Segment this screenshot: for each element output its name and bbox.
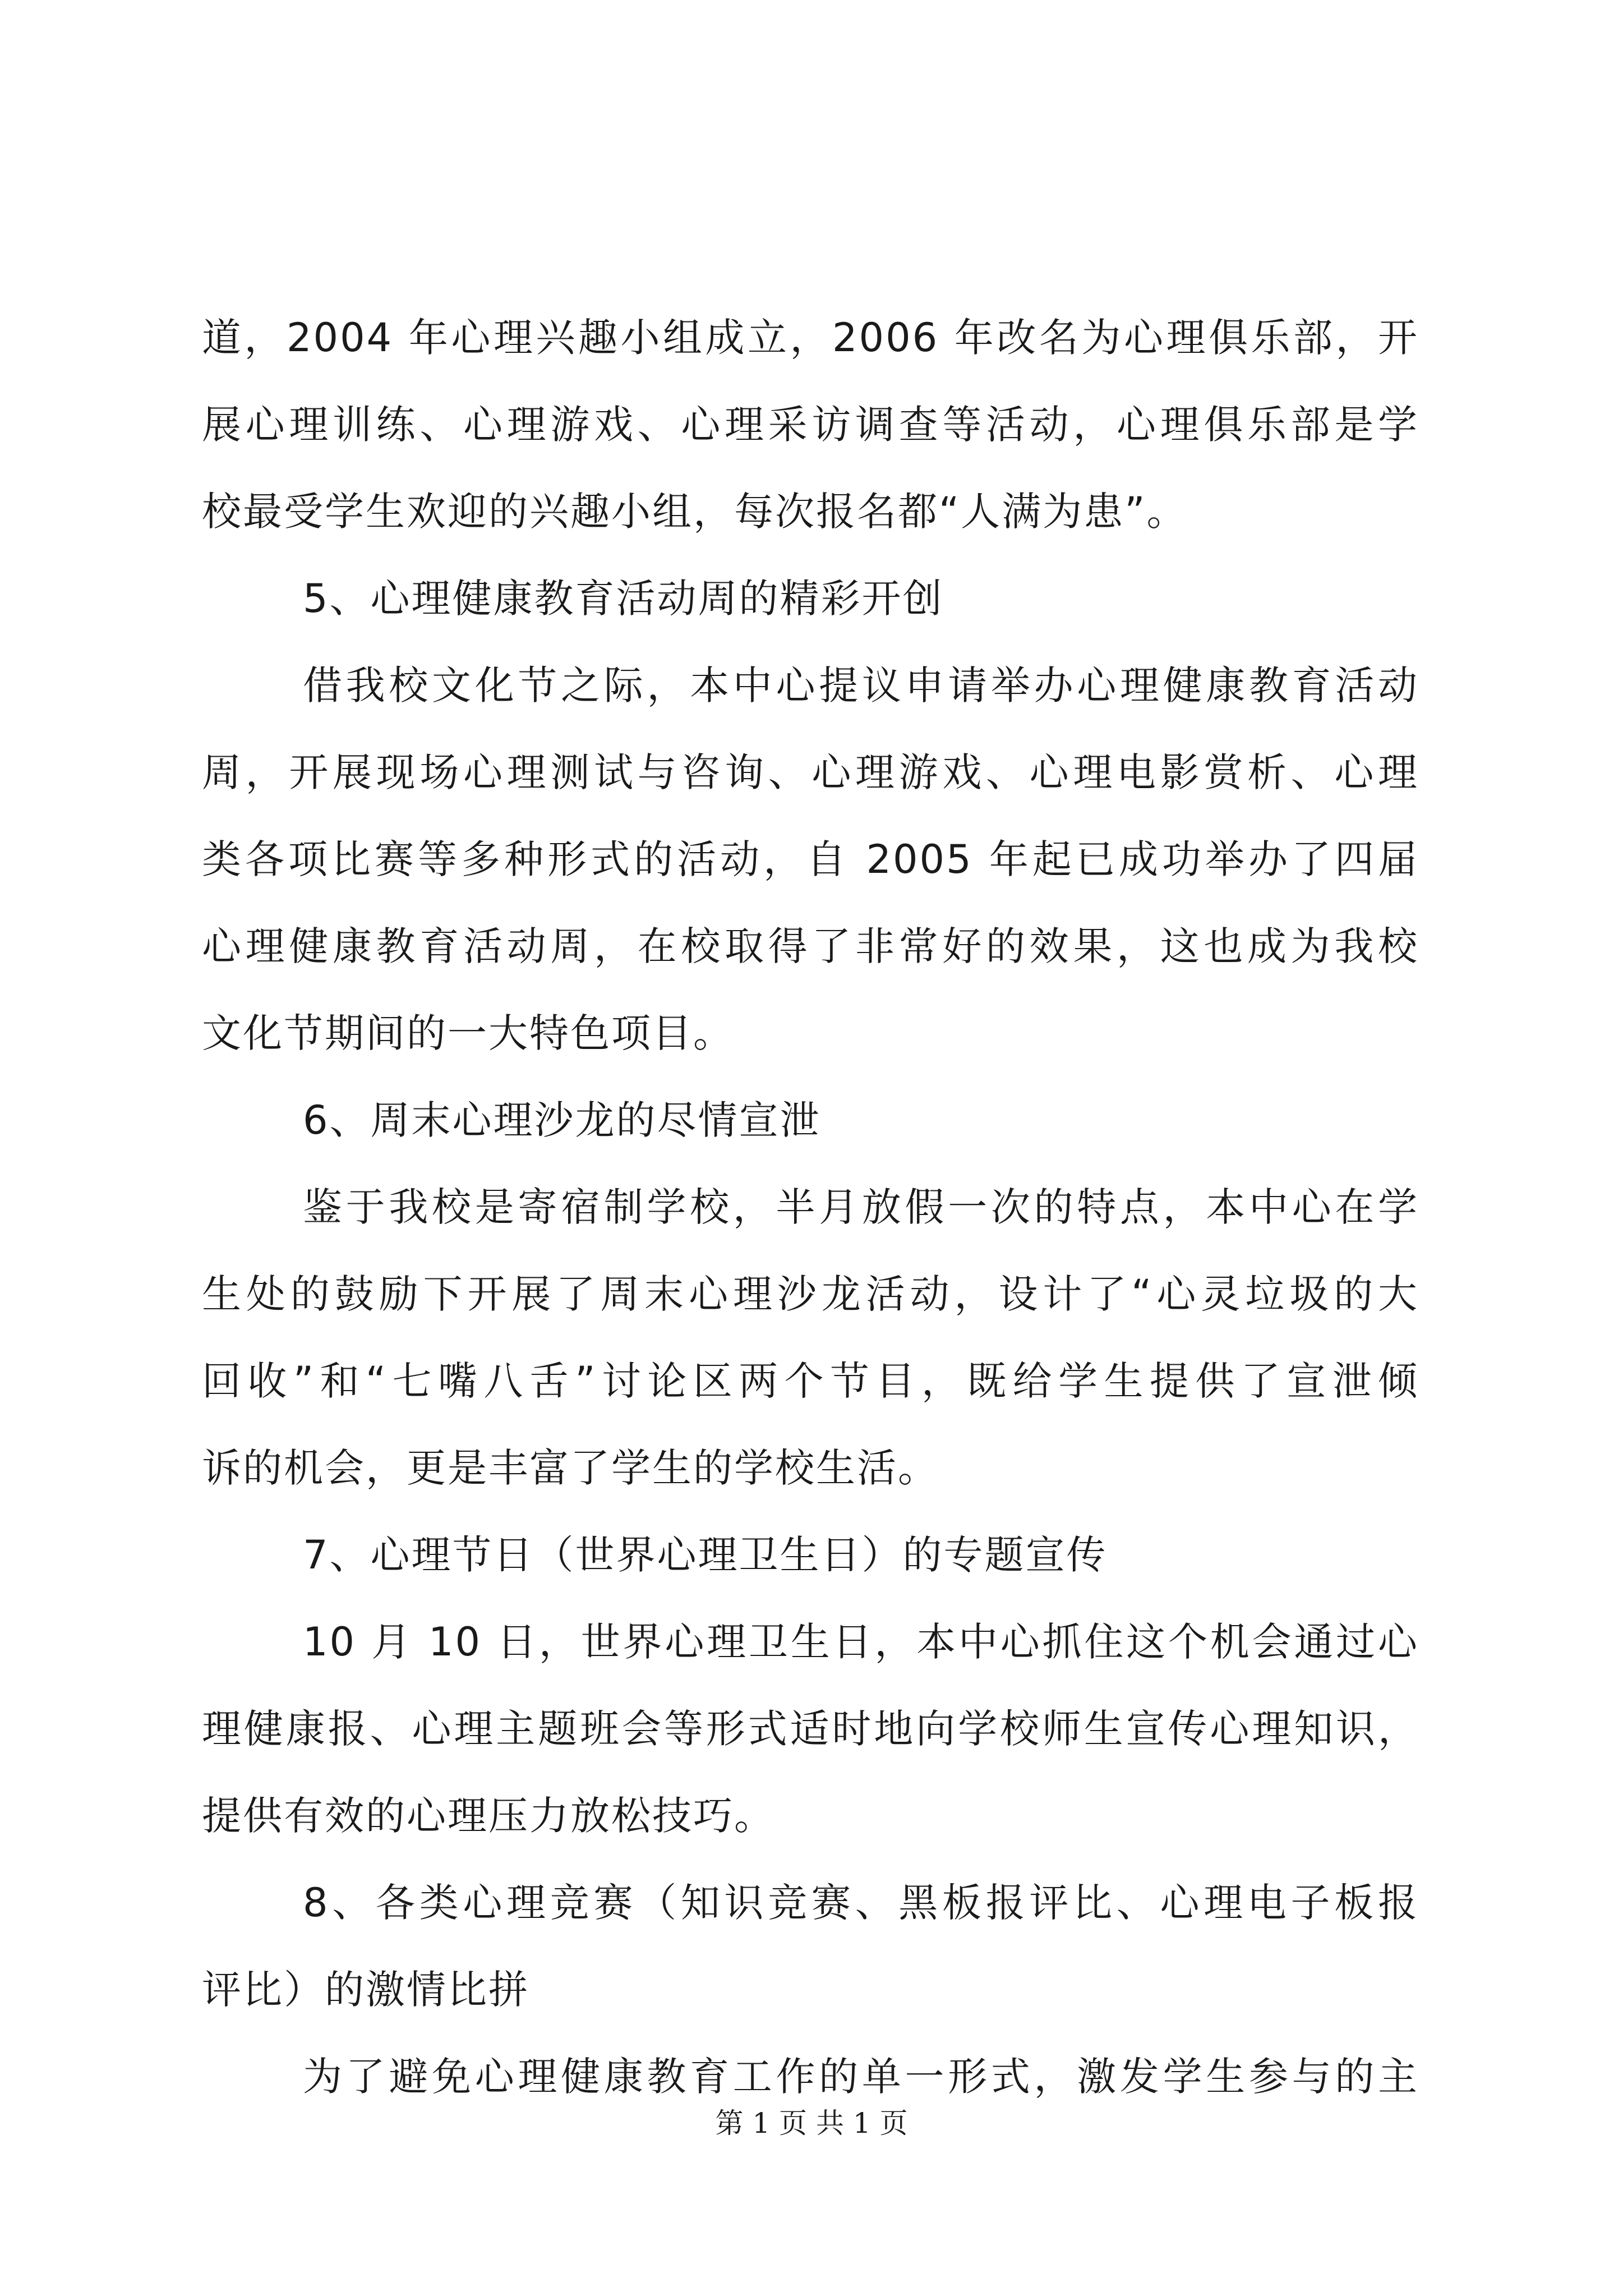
text-line: 回收”和“七嘴八舌”讨论区两个节目，既给学生提供了宣泄倾 (202, 1358, 1419, 1404)
text-line: 校最受学生欢迎的兴趣小组，每次报名都“人满为患”。 (202, 489, 1188, 535)
page-number-footer: 第 1 页 共 1 页 (715, 2107, 908, 2139)
text-line: 周，开展现场心理测试与咨询、心理游戏、心理电影赏析、心理 (202, 749, 1419, 795)
text-line: 心理健康教育活动周，在校取得了非常好的效果，这也成为我校 (202, 923, 1419, 969)
text-line: 生处的鼓励下开展了周末心理沙龙活动，设计了“心灵垃圾的大 (202, 1271, 1419, 1317)
section-heading-continuation: 评比）的激情比拼 (202, 1967, 529, 2013)
paragraph-first-line: 借我校文化节之际，本中心提议申请举办心理健康教育活动 (303, 662, 1419, 708)
text-line: 文化节期间的一大特色项目。 (202, 1010, 734, 1056)
text-line: 诉的机会，更是丰富了学生的学校生活。 (202, 1445, 939, 1491)
text-line: 理健康报、心理主题班会等形式适时地向学校师生宣传心理知识， (202, 1706, 1419, 1752)
paragraph-first-line: 鉴于我校是寄宿制学校，半月放假一次的特点，本中心在学 (303, 1184, 1419, 1230)
section-heading: 5、心理健康教育活动周的精彩开创 (303, 576, 944, 622)
paragraph-first-line: 为了避免心理健康教育工作的单一形式，激发学生参与的主 (303, 2054, 1419, 2100)
text-line: 类各项比赛等多种形式的活动，自 2005 年起已成功举办了四届 (202, 836, 1419, 882)
paragraph-first-line: 10 月 10 日，世界心理卫生日，本中心抓住这个机会通过心 (303, 1619, 1419, 1665)
section-heading: 8、各类心理竞赛（知识竞赛、黑板报评比、心理电子板报 (303, 1880, 1419, 1926)
section-heading: 6、周末心理沙龙的尽情宣泄 (303, 1097, 821, 1143)
text-line: 展心理训练、心理游戏、心理采访调查等活动，心理俱乐部是学 (202, 402, 1419, 448)
text-line: 提供有效的心理压力放松技巧。 (202, 1793, 775, 1839)
section-heading: 7、心理节日（世界心理卫生日）的专题宣传 (303, 1532, 1108, 1578)
document-body (202, 295, 1419, 2120)
text-line: 道，2004 年心理兴趣小组成立，2006 年改名为心理俱乐部，开 (202, 315, 1419, 361)
